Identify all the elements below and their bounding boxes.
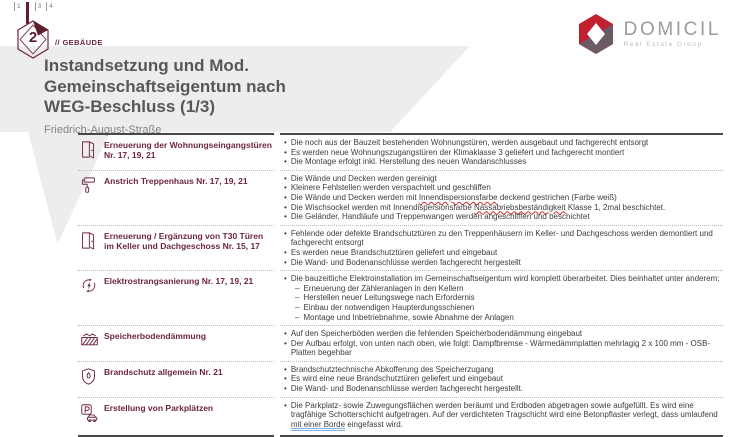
table-row: [78, 271, 723, 326]
row-header-cell: [78, 326, 274, 362]
bullet-text: [291, 274, 720, 284]
bullet-text: [291, 148, 624, 158]
fire-protection-icon: [80, 366, 98, 394]
bullet-item: [284, 148, 723, 158]
bullet-item: [284, 138, 723, 148]
row-title: Elektrostrangsanierung Nr. 17, 19, 21: [104, 276, 254, 287]
pagination-page-number: 4: [49, 3, 53, 10]
text-span: Fehlende oder defekte Brandschutztüren zu den Treppenhäusern im Keller- und Dachgeschoss werden demontiert und fachgerecht entsorgt: [290, 228, 713, 248]
row-title: Erstellung von Parkplätzen: [104, 402, 214, 413]
text-span: Montage und Inbetriebnahme, sowie Abnahme der Anlagen: [303, 312, 514, 322]
sub-item: [284, 313, 723, 323]
dash-marker: –: [295, 312, 300, 322]
bullet-marker: •: [284, 257, 287, 267]
section-number: 2: [28, 29, 38, 46]
pagination-separator: [35, 2, 36, 11]
bullet-text: [291, 183, 491, 193]
text-span: Es werden neue Brandschutztüren geliefert und eingebaut: [290, 247, 498, 257]
text-span: Die Wand- und Bodenanschlüsse werden fachgerecht hergestellt.: [290, 384, 524, 394]
sub-item: [284, 293, 723, 303]
bullet-item: [284, 212, 723, 222]
bullet-item: [284, 203, 723, 213]
pagination-page-number: 1: [17, 3, 21, 10]
bullet-item: [284, 229, 723, 248]
bullet-marker: •: [284, 400, 287, 410]
bullet-marker: •: [284, 212, 287, 222]
text-span: Die noch aus der Bauzeit bestehenden Wohnungstüren, werden ausgebaut und fachgerecht entsorgt: [290, 138, 649, 147]
pagination-separator: [46, 2, 47, 11]
row-title: Erneuerung / Ergänzung von T30 Türen im Keller und Dachgeschoss Nr. 15, 17: [104, 230, 264, 251]
bullet-text: [291, 193, 617, 203]
text-span: Es wird eine neue Brandschutztüren geliefert und eingebaut: [290, 374, 503, 384]
sub-item: [284, 284, 723, 294]
page-subtitle: Friedrich-August-Straße: [44, 123, 162, 136]
text-span: Klasse 1, 2mal beschichtet.: [565, 202, 666, 212]
bullet-item: [284, 329, 723, 339]
fire-door-icon: [80, 230, 98, 267]
bullet-item: [284, 401, 723, 430]
bullet-marker: •: [284, 202, 287, 212]
bullet-marker: •: [284, 192, 287, 202]
bullet-item: [284, 339, 723, 358]
page-title-line-1: Instandsetzung und Mod.: [44, 56, 249, 75]
pagination-separator: [14, 2, 15, 11]
page-title-line-2: Gemeinschaftseigentum nach: [44, 76, 286, 96]
bullet-text: [291, 384, 523, 394]
bullet-text: [291, 374, 503, 384]
pagination-page-number: 3: [37, 3, 42, 10]
bullet-text: [303, 313, 513, 323]
text-span: Die Parkplatz- sowie Zuwegungsflächen werden beräumt und Erdboden abgetragen sowie aufgefüllt. Es wird eine tragfähige Schotterschicht aufgetragen. Auf der verdichteten Tragschicht wird eine Betonpflaster verlegt, dass umlaufend: [290, 400, 718, 420]
table-body: [78, 133, 723, 437]
insulation-icon: [80, 330, 98, 358]
row-bullets-cell: [280, 133, 723, 171]
bullet-marker: •: [284, 364, 287, 374]
row-bullets-cell: [280, 362, 723, 398]
bullet-text: [291, 401, 723, 430]
table-row: [78, 171, 723, 226]
table-row: [78, 326, 723, 362]
text-span: Die Geländer, Handläufe und Treppenwangen werden angeschliffen und beschichtet: [290, 212, 590, 222]
row-header-cell: [78, 398, 274, 437]
bullet-marker: •: [284, 274, 287, 284]
row-header-cell: [78, 362, 274, 398]
text-span: Die bauzeitliche Elektroinstallation im Gemeinschaftseigentum wird komplett überarbeitet. Dies beinhaltet unter anderem:: [290, 274, 720, 284]
sub-item: [284, 303, 723, 313]
bullet-item: [284, 183, 723, 193]
paint-roller-icon: [80, 175, 98, 222]
text-span: deckend gestrichen (Farbe weiß): [497, 192, 617, 202]
table-row: [78, 133, 723, 171]
bullet-text: [291, 229, 723, 248]
row-bullets-cell: [280, 271, 723, 326]
bullet-marker: •: [284, 183, 287, 193]
section-label: // GEBÄUDE: [55, 38, 103, 47]
bullet-text: [291, 203, 665, 213]
brand-logo: [577, 13, 721, 55]
bullet-text: [303, 303, 474, 313]
bullet-text: [291, 174, 437, 184]
dash-marker: –: [295, 283, 300, 293]
page-title-line-3: WEG-Beschluss (1/3): [44, 97, 215, 116]
text-span: Herstellen neuer Leitungswege nach Erfordernis: [303, 293, 475, 303]
row-bullets-cell: [280, 398, 723, 437]
bullet-item: [284, 374, 723, 384]
bullet-text: [291, 212, 590, 222]
bullet-text: [291, 365, 494, 375]
row-title: Anstrich Treppenhaus Nr. 17, 19, 21: [104, 175, 248, 186]
door-icon: [80, 139, 98, 167]
bullet-text: [291, 248, 497, 258]
row-title: Brandschutz allgemein Nr. 21: [104, 366, 223, 377]
spellcheck-underline: Innendispersionsfarbe: [418, 192, 498, 202]
brand-hexagon-icon: [577, 13, 615, 55]
row-header-cell: [78, 133, 274, 171]
row-bullets-cell: [280, 171, 723, 226]
section-hexagon: [16, 20, 50, 60]
bullet-item: [284, 193, 723, 203]
text-span: Auf den Speicherböden werden die fehlenden Speicherbodendämmung eingebaut: [290, 329, 583, 339]
bullet-marker: •: [284, 247, 287, 257]
table-row: [78, 226, 723, 271]
brand-text: [624, 20, 721, 48]
bullet-marker: •: [284, 138, 287, 147]
bullet-marker: •: [284, 374, 287, 384]
row-title: Speicherbodendämmung: [104, 331, 207, 342]
bullet-text: [291, 329, 582, 339]
text-span: Brandschutztechnische Abkofferung des Speicherzugang: [290, 364, 494, 374]
row-title: Erneuerung der Wohnungseingangstüren Nr. 17, 19, 21: [104, 140, 272, 160]
bullet-item: [284, 274, 723, 284]
bullet-text: [303, 284, 463, 294]
dash-marker: –: [295, 293, 300, 303]
bullet-marker: •: [284, 384, 287, 394]
bullet-marker: •: [284, 173, 287, 183]
bullet-marker: •: [284, 338, 287, 348]
text-span: eingefasst wird.: [345, 419, 403, 429]
row-bullets-cell: [280, 226, 723, 271]
text-span: Kleinere Fehlstellen werden verspachtelt und geschliffen: [290, 183, 491, 193]
bullet-marker: •: [284, 228, 287, 238]
bullet-item: [284, 365, 723, 375]
text-span: Die Wände und Decken werden mit: [290, 192, 419, 202]
bullet-marker: •: [284, 147, 287, 157]
row-header-cell: [78, 271, 274, 326]
text-span: Der Aufbau erfolgt, von unten nach oben, wie folgt: Dampfbremse - Wärmedämmplatten mehrlagig 2 x 100 mm - OSB-Platten begehbar: [290, 338, 711, 358]
row-bullets-cell: [280, 326, 723, 362]
bullet-item: [284, 157, 723, 167]
header: [44, 56, 286, 136]
row-header-cell: [78, 226, 274, 271]
bullet-text: [303, 293, 474, 303]
spellcheck-underline: Nassabriebsbeständigkeit: [474, 202, 566, 212]
brand-name: DOMICIL: [623, 19, 721, 40]
text-span: Erneuerung der Zähleranlagen in den Kellern: [303, 283, 464, 293]
bullet-item: [284, 248, 723, 258]
dash-marker: –: [295, 302, 300, 312]
bullet-text: [291, 138, 648, 148]
row-header-cell: [78, 171, 274, 226]
bullet-item: [284, 258, 723, 268]
text-span: Die Montage erfolgt inkl. Herstellung des neuen Wandanschlusses: [290, 157, 527, 167]
text-span: Es werden neue Wohnungszugangstüren der Klimaklasse 3 geliefert und fachgerecht montiert: [290, 147, 625, 157]
electro-renovation-icon: [80, 275, 98, 322]
table-row: [78, 362, 723, 398]
table-row: [78, 398, 723, 437]
bullet-item: [284, 174, 723, 184]
text-span: Die Wand- und Bodenanschlüsse werden fachgerecht hergestellt: [290, 257, 521, 267]
parking-icon: [80, 402, 98, 432]
text-span: Die Wände und Decken werden gereinigt: [290, 173, 437, 183]
bullet-text: [291, 157, 526, 167]
bullet-item: [284, 384, 723, 394]
brand-tagline: Real Estate Group: [623, 41, 703, 48]
bullet-text: [291, 339, 723, 358]
bullet-marker: •: [284, 157, 287, 167]
text-span: Einbau der notwendigen Haupterdungsschienen: [303, 302, 475, 312]
bullet-marker: •: [284, 329, 287, 339]
bullet-text: [291, 258, 521, 268]
grammar-underline: mit einer Borde: [290, 419, 346, 429]
text-span: Die Wischsockel werden mit Innendispersionsfarbe: [290, 202, 475, 212]
